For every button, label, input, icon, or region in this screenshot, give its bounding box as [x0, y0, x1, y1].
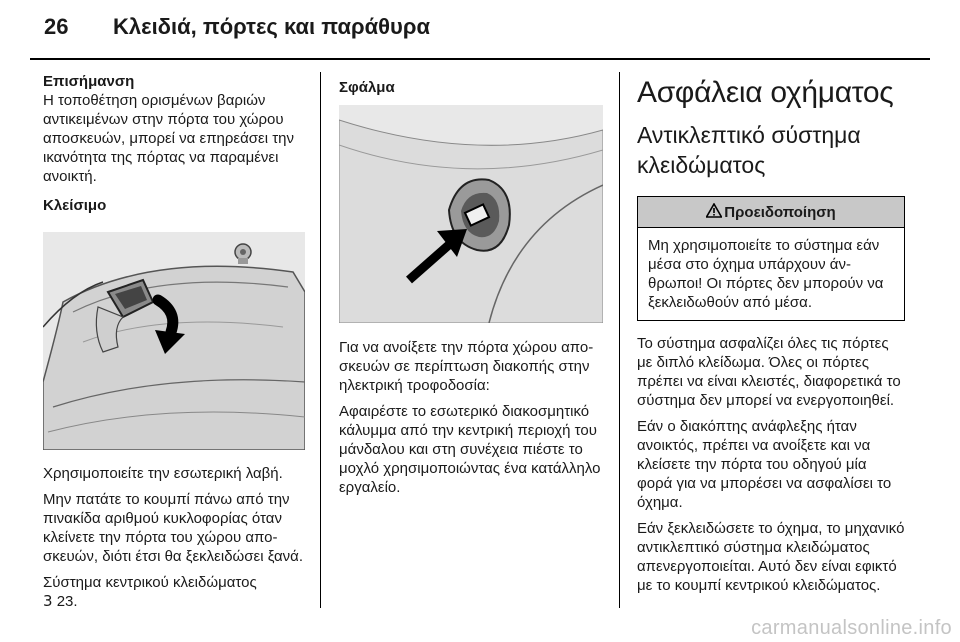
- para-central-locking-ref: [43, 573, 305, 611]
- para-ignition: Εάν ο διακόπτης ανάφλεξης ήταν ανοικτός, πρέπει να ανοίξετε και να κλείσετε την πόρτα του οδηγού μία φορά για να μπορέσει να ασφαλίσει το όχημα.: [637, 418, 892, 511]
- footer-watermark: carmanualsonline.info: [751, 617, 952, 639]
- note-text: Η τοποθέτηση ορισμένων βαριών αντικειμένων στην πόρτα του χώρου αποσκευών, μπορεί να επηρεάσει την ικανότητα της πόρτας να παραμένει ανοικτή.: [43, 92, 295, 185]
- page-reference-icon: 3: [43, 592, 53, 610]
- para-remove-cover: Αφαιρέστε το εσωτερικό διακοσμητικό κάλυμμα από την κεντρική περιοχή του μάνδαλου και στη συνέχεια πιέστε το μοχλό χρησιμοποιώντας ένα κατάλληλο εργαλείο.: [339, 403, 601, 496]
- page-title: Κλειδιά, πόρτες και παράθυρα: [113, 14, 430, 39]
- para-use-handle: Χρησιμοποιείτε την εσωτερική λαβή.: [43, 465, 283, 482]
- note-title: Επισήμανση: [43, 73, 135, 90]
- para-button-warning: Μην πατάτε το κουμπί πάνω από την πινακίδα αριθμού κυκλοφορίας όταν κλείνετε την πόρτα του χώρου αποσκευών, διότι έτσι θα ξεκλειδώσει ξανά.: [43, 491, 304, 565]
- para-double-lock: Το σύστημα ασφαλίζει όλες τις πόρτες με διπλό κλείδωμα. Όλες οι πόρτες πρέπει να είναι κλειστές, διαφορετικά το σύστημα δεν μπορεί να ενεργοποιηθεί.: [637, 335, 901, 409]
- warning-text: Μη χρησιμοποιείτε το σύστημα εάν μέσα στο όχημα υπάρχουν άνθρωποι! Οι πόρτες δεν μπορούν να ξεκλειδωθούν από μέσα.: [648, 237, 884, 311]
- warning-box: [637, 196, 905, 321]
- warning-title: Προειδοποίηση: [724, 204, 836, 221]
- para-power-failure: Για να ανοίξετε την πόρτα χώρου αποσκευών σε περίπτωση διακοπής στην ηλεκτρική τροφοδοσία:: [339, 339, 594, 394]
- column-right: [637, 72, 905, 602]
- heading-vehicle-security: Ασφάλεια οχήματος: [637, 76, 894, 109]
- warning-body: [638, 228, 904, 320]
- page-header: [0, 0, 960, 58]
- page-reference-link[interactable]: 23.: [56, 593, 78, 610]
- column-divider-1: [320, 72, 321, 608]
- note-block: [43, 72, 305, 186]
- warning-header: [638, 197, 904, 228]
- para-unlock: Εάν ξεκλειδώσετε το όχημα, το μηχανικό αντικλεπτικό σύστημα κλειδώματος απενεργοποιείται. Αυτό δεν είναι εφικτό με το κουμπί κεντρικού κλειδώματος.: [637, 520, 905, 594]
- header-rule: [30, 58, 930, 60]
- column-divider-2: [619, 72, 620, 608]
- tailgate-illustration: [43, 232, 305, 450]
- figure-tailgate-closing: [43, 232, 305, 450]
- column-middle: [339, 72, 603, 504]
- column-left: [43, 72, 305, 618]
- section-heading-closing: Κλείσιμο: [43, 197, 107, 214]
- warning-triangle-icon: [706, 203, 722, 218]
- latch-illustration: [339, 105, 603, 323]
- page-number: 26: [44, 14, 69, 39]
- central-locking-label: Σύστημα κεντρικού κλειδώματος: [43, 574, 257, 591]
- figure-latch-release: [339, 105, 603, 323]
- section-heading-fault: Σφάλμα: [339, 79, 395, 96]
- heading-anti-theft-locking: Αντικλεπτικό σύστημα κλειδώματος: [637, 122, 861, 178]
